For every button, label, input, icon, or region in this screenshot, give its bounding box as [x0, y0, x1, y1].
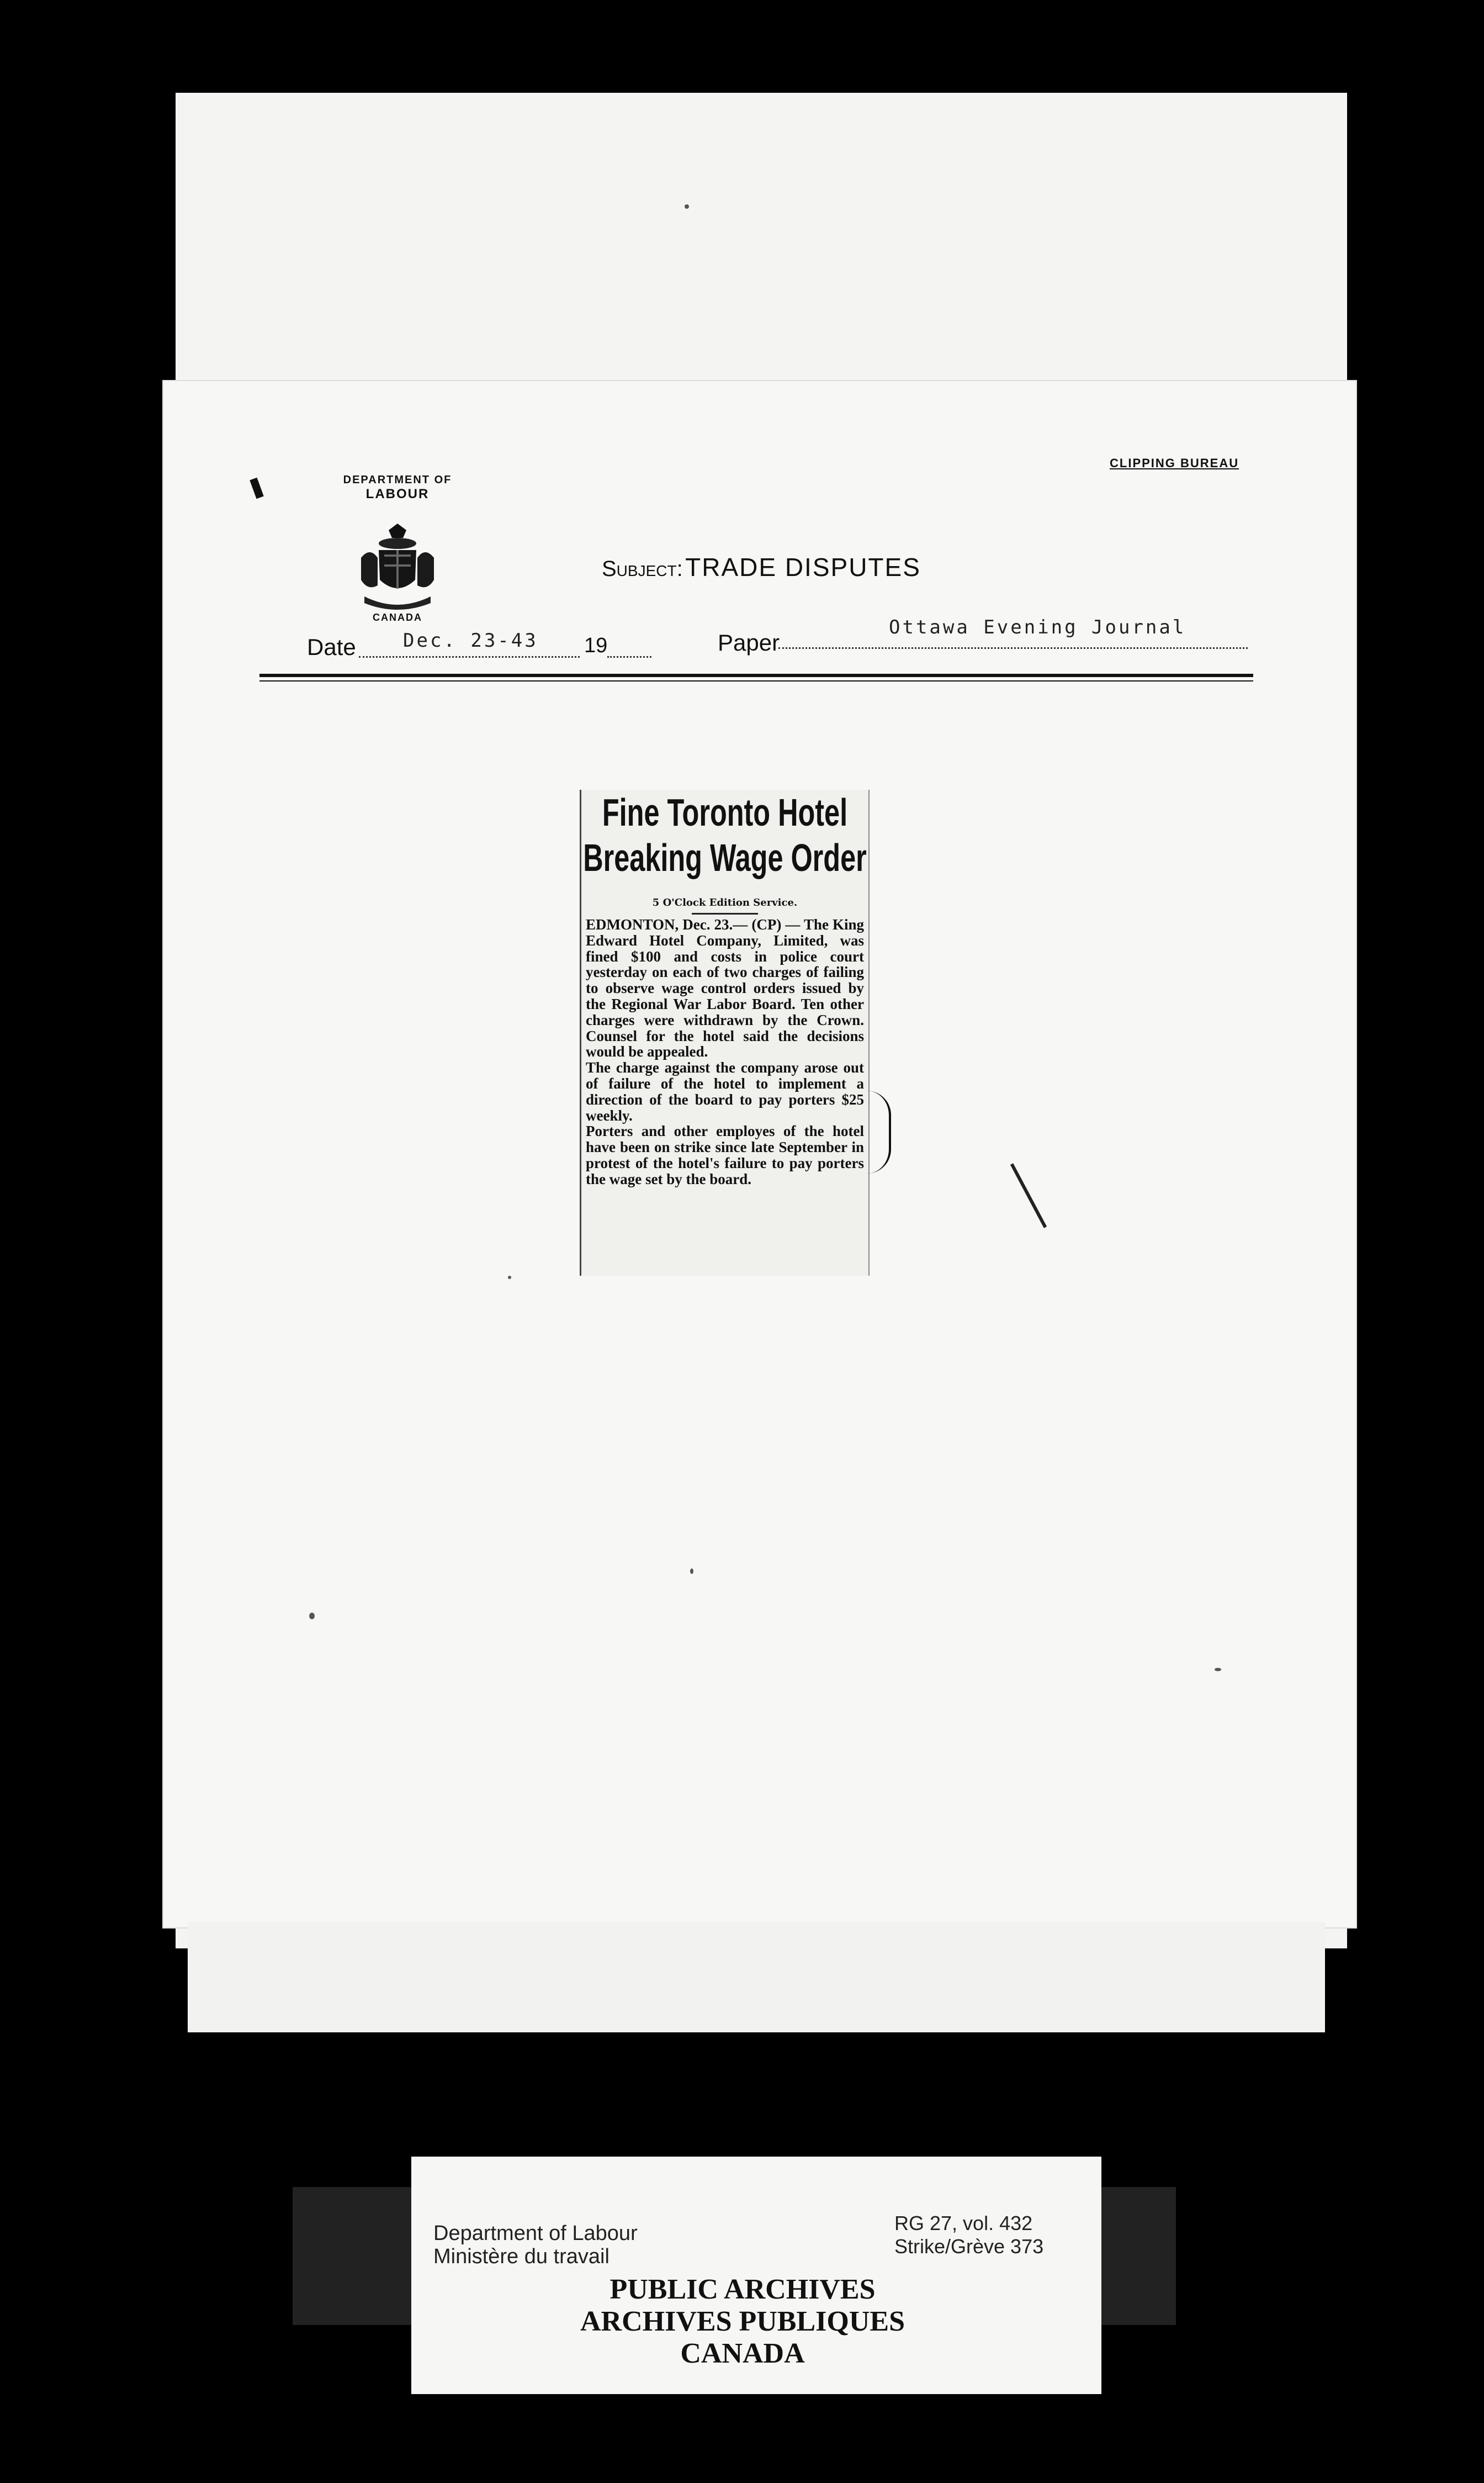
header-rule-thick [259, 674, 1253, 677]
department-line1: DEPARTMENT OF [343, 474, 452, 486]
scan-speck [690, 1568, 693, 1574]
subject-value: TRADE DISPUTES [685, 553, 921, 582]
clipping-body: EDMONTON, Dec. 23.— (CP) — The King Edward Hotel Company, Limited, was fined $100 and costs in police court yesterday on each of two charges of failing to observe wage control orders issued by the Regional War Labor Board. Ten other charges were withdrawn by the Crown. Counsel for the hotel said the decisions would be appealed. The charge against the company arose out of failure of the hotel to implement a direction of the board to pay porters $25 weekly. Porters and other employes of the hotel have been on strike since late September in protest of the hotel's failure to pay porters the wage set by the board. [586, 916, 864, 1187]
scan-speck [309, 1613, 315, 1619]
archive-label-card [411, 2157, 1101, 2394]
sheet-bottom-edge [188, 1922, 1325, 2032]
date-value: Dec. 23-43 [403, 630, 538, 652]
label-dept-en: Department of Labour [433, 2222, 638, 2245]
subject-label: Subject: [602, 557, 683, 581]
paper-dotted-line [778, 647, 1248, 649]
label-dept-fr: Ministère du travail [433, 2245, 610, 2268]
archives-line2: ARCHIVES PUBLIQUES [580, 2306, 905, 2337]
label-reference: RG 27, vol. 432 [894, 2212, 1033, 2234]
archives-line3: CANADA [680, 2338, 805, 2369]
headline-line2: Breaking Wage Order [583, 836, 867, 879]
department-line2: LABOUR [365, 487, 430, 501]
archives-line1: PUBLIC ARCHIVES [610, 2274, 876, 2305]
canada-label: CANADA [373, 612, 422, 623]
clipping-bureau-label: CLIPPING BUREAU [1110, 456, 1239, 470]
clipping-divider [692, 913, 758, 915]
clipping-headline [582, 790, 868, 880]
archives-stamp [522, 2274, 963, 2370]
paper-value: Ottawa Evening Journal [889, 616, 1186, 638]
year-dotted-line [607, 656, 651, 658]
header-rule-thin [259, 680, 1253, 681]
scan-speck [508, 1276, 511, 1279]
subject-row [602, 552, 921, 582]
coat-of-arms-icon [353, 519, 442, 613]
date-label: Date [307, 634, 356, 660]
scan-speck [685, 204, 689, 209]
date-dotted-line [359, 656, 580, 658]
department-label [331, 474, 464, 502]
paper-label: Paper [718, 630, 780, 656]
edition-service-line: 5 O'Clock Edition Service. [652, 897, 798, 908]
headline-line1: Fine Toronto Hotel [602, 791, 848, 834]
margin-bracket-mark [867, 1091, 891, 1174]
scan-speck [1215, 1668, 1221, 1671]
year-label: 19 [584, 634, 608, 657]
newspaper-clipping [580, 790, 870, 1276]
label-strike-number: Strike/Grève 373 [894, 2235, 1044, 2258]
